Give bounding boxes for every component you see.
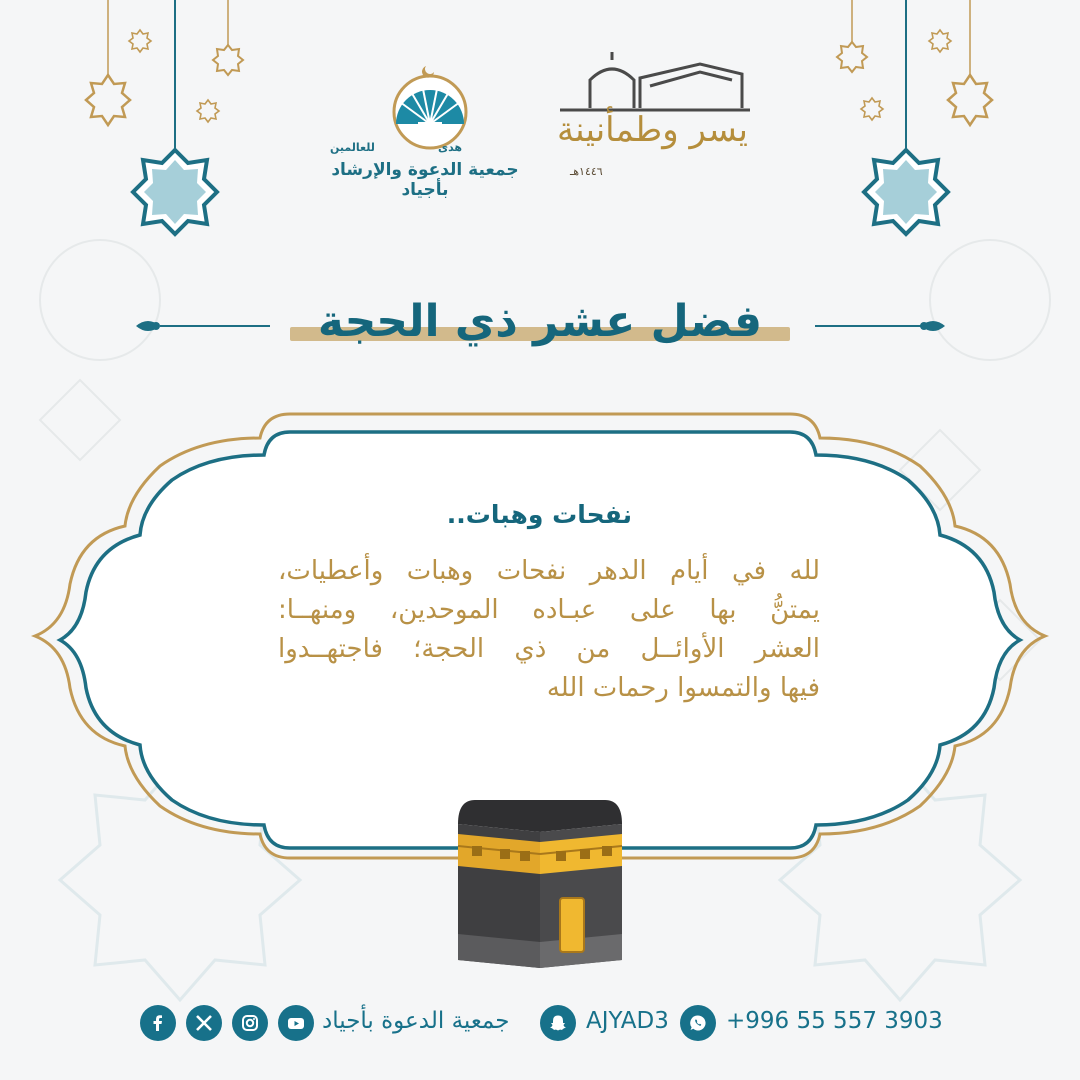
campaign-logo-title: يسر وطمأنينة [556, 110, 749, 150]
hanging-star-right [837, 0, 992, 234]
kaaba-illustration [458, 800, 622, 968]
dawah-logo-word-huda: هدى [438, 141, 463, 154]
footer-phone: +996 55 557 3903 [726, 1008, 943, 1034]
x-icon[interactable] [186, 1005, 222, 1041]
card-body-line: يمتنُّ بها على عبـاده الموحدين، ومنهــا: [278, 595, 820, 625]
title-block [290, 292, 790, 358]
footer-handle: AJYAD3 [586, 1008, 669, 1034]
youtube-icon[interactable] [278, 1005, 314, 1041]
snapchat-icon[interactable] [540, 1005, 576, 1041]
card-heading: نفحات وهبات.. [446, 500, 632, 529]
dawah-logo-word-alameen: للعالمين [330, 141, 375, 154]
footer-org-name: جمعية الدعوة بأجياد [322, 1008, 510, 1034]
facebook-icon[interactable] [140, 1005, 176, 1041]
title-ornament-left [136, 321, 270, 331]
campaign-logo-mosque [560, 52, 750, 110]
card-body-line: العشر الأوائــل من ذي الحجة؛ فاجتهــدوا [278, 634, 820, 664]
card-body-line: فيها والتمسوا رحمات الله [546, 673, 820, 703]
campaign-logo-year: ١٤٤٦هـ [570, 165, 603, 178]
title-ornament-right [815, 321, 945, 331]
page-title: فضل عشر ذي الحجة [317, 296, 763, 347]
hanging-star-left [86, 0, 243, 234]
instagram-icon[interactable] [232, 1005, 268, 1041]
footer-contact-bar [140, 1005, 950, 1049]
whatsapp-icon[interactable] [680, 1005, 716, 1041]
dawah-logo-emblem [394, 66, 466, 148]
card-body-line: لله في أيام الدهر نفحات وهبات وأعطيات، [278, 556, 820, 586]
dawah-logo-subtitle: جمعية الدعوة والإرشاد بأجياد [331, 160, 519, 200]
